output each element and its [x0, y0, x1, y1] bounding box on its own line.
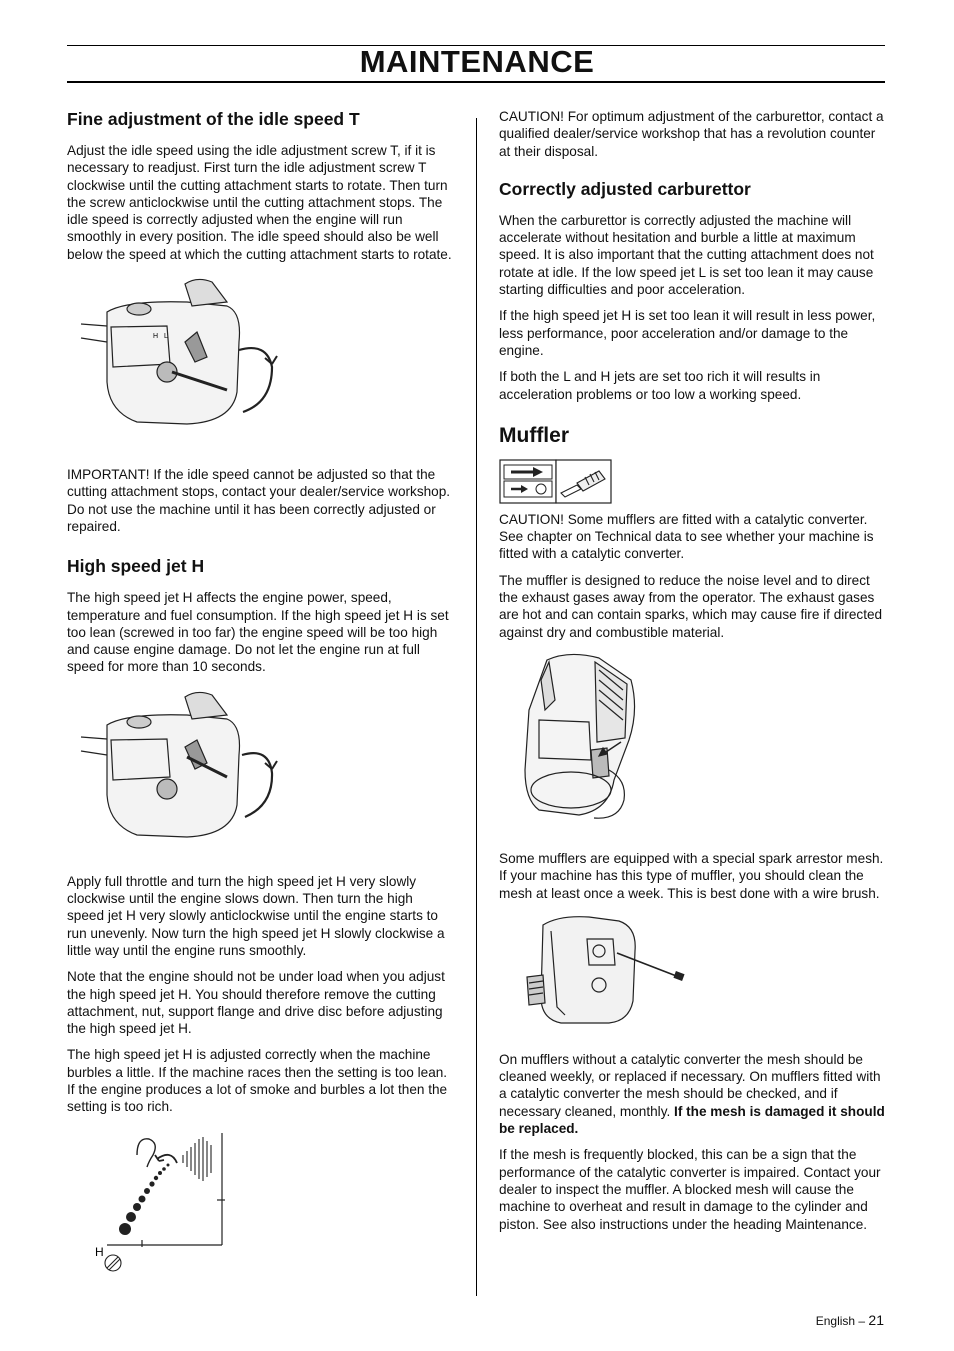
carburettor-text-1: When the carburettor is correctly adjusted the machine will accelerate without hesitation and burble a little at maximum speed. It is also important that the cutting attachment does not rotate at idle. If the low speed jet L is set too lean it may cause starting difficulties and poor acceleration. — [499, 212, 874, 298]
diagram-label-h: H — [95, 1244, 104, 1259]
muffler-text-3 — [499, 1051, 885, 1137]
muffler-text-3-bold: If the mesh is damaged it should be replaced. — [499, 1103, 885, 1137]
muffler-text-3-normal: On mufflers without a catalytic converter the mesh should be cleaned weekly, or replaced if necessary. On mufflers fitted with a catalytic converter the mesh should be checked, and if necessary cleaned, monthly. — [499, 1051, 881, 1119]
muffler-location-illustration — [499, 650, 885, 838]
page-number: 21 — [868, 1312, 884, 1328]
footer-dash: – — [855, 1314, 869, 1328]
muffler-caution: CAUTION! Some mufflers are fitted with a catalytic converter. See chapter on Technical data to see whether your machine is fitted with a catalytic converter. — [499, 511, 874, 562]
maintenance-symbol-box — [499, 459, 613, 505]
carburettor-text-3: If both the L and H jets are set too rich it will results in acceleration problems or too low a working speed. — [499, 369, 821, 402]
idle-screw-illustration — [67, 272, 453, 452]
page-title: MAINTENANCE — [359, 44, 595, 79]
muffler-text-4: If the mesh is frequently blocked, this can be a sign that the performance of the catalytic converter is impaired. Contact your dealer to inspect the muffler. A blocked mesh will cause the machine to overheat and result in damage to the cylinder and piston. See also instructions under the heading Maintenance. — [499, 1147, 881, 1232]
right-column — [499, 108, 885, 1242]
column-divider — [476, 118, 477, 1296]
high-speed-text-4: The high speed jet H is adjusted correctly when the machine burbles a little. If the machine races then the setting is too lean. If the engine produces a lot of smoke and burbles a lot then the setting is too rich. — [67, 1047, 448, 1115]
muffler-text-2: Some mufflers are equipped with a special spark arrestor mesh. If your machine has this type of muffler, you should clean the mesh at least once a week. This is best done with a wire brush. — [499, 850, 884, 901]
high-speed-text-2: Apply full throttle and turn the high speed jet H very slowly clockwise until the engine slows down. Then turn the high speed jet H very slowly anticlockwise until the engine starts to run unevenly. Now turn the high speed jet H slowly clockwise a little way until the engine runs smoothly. — [67, 873, 445, 958]
left-column — [67, 108, 453, 1275]
caution-carburettor: CAUTION! For optimum adjustment of the carburettor, contact a qualified dealer/service workshop that has a revolution counter at their disposal. — [499, 109, 884, 159]
spark-arrestor-illustration — [499, 911, 885, 1039]
carburettor-text-2: If the high speed jet H is set too lean it will result in less power, less performance, poor acceleration and/or damage to the engine. — [499, 308, 876, 358]
interval-arrow-icon — [504, 465, 552, 497]
screw-icon — [105, 1255, 121, 1271]
muffler-heading: Muffler — [499, 423, 569, 447]
footer-language: English — [815, 1314, 856, 1328]
high-speed-heading: High speed jet H — [67, 556, 205, 577]
engine-label-h: H — [153, 333, 159, 341]
idle-speed-heading: Fine adjustment of the idle speed T — [67, 109, 360, 129]
waveform-icon — [183, 1137, 211, 1181]
high-speed-text-1: The high speed jet H affects the engine power, speed, temperature and fuel consumption. If the high speed jet H is set too lean (screwed in too far) the engine speed will be too high and cause engine damage. Do not let the engine run at full speed for more than 10 seconds. — [67, 590, 449, 675]
title-underline — [67, 81, 885, 83]
engine-label-l: L — [164, 333, 168, 341]
carburettor-heading: Correctly adjusted carburettor — [499, 178, 751, 199]
high-speed-jet-illustration — [67, 685, 453, 861]
idle-important-text: IMPORTANT! If the idle speed cannot be adjusted so that the cutting attachment stops, contact your dealer/service workshop. Do not use the machine until it has been correctly adjusted or repaired. — [67, 467, 451, 534]
idle-speed-text: Adjust the idle speed using the idle adjustment screw T, if it is necessary to readjust. First turn the idle adjustment screw T clockwise until the cutting attachment starts to rotate. Then turn the screw anticlockwise until the cutting attachment stops. The idle speed is correctly adjusted when the engine will run smoothly in every position. The idle speed should also be well below the speed at which the cutting attachment starts to rotate. — [67, 143, 452, 262]
page-footer — [816, 1312, 884, 1328]
burble-diagram — [67, 1125, 453, 1275]
dot-trail — [119, 1163, 170, 1235]
high-speed-text-3: Note that the engine should not be under load when you adjust the high speed jet H. You should therefore remove the cutting attachment, nut, support flange and drive disc before adjusting the high speed jet H. — [67, 969, 445, 1037]
muffler-text-1: The muffler is designed to reduce the noise level and to direct the exhaust gases away from the operator. The exhaust gases are hot and can contain sparks, which may cause fire if directed against dry and combustible material. — [499, 572, 883, 640]
